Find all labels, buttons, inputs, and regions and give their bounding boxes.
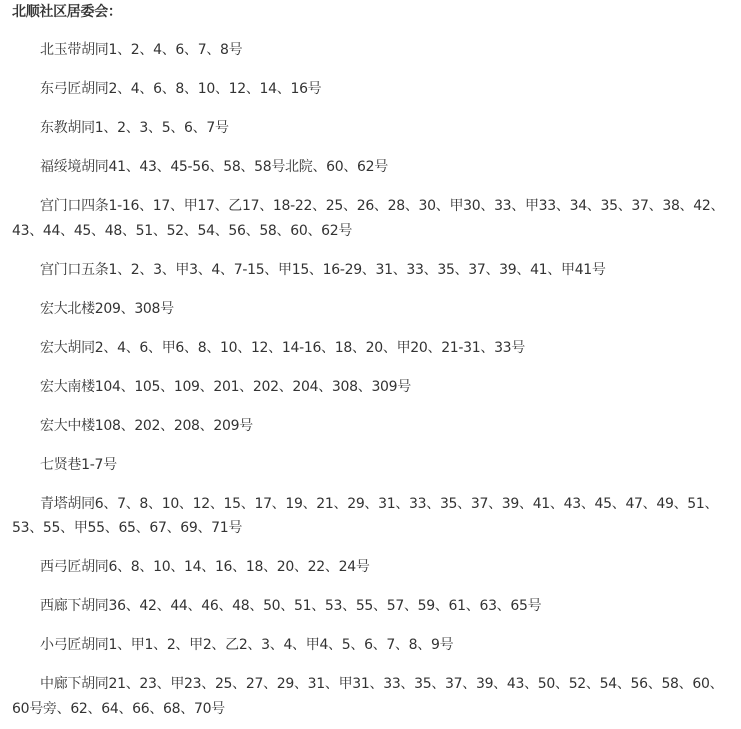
address-entry-qixianxiang: 七贤巷1-7号 bbox=[40, 456, 117, 473]
address-entry-xigongjiang: 西弓匠胡同6、8、10、14、16、18、20、22、24号 bbox=[40, 559, 370, 575]
address-entry-beiyudai: 北玉带胡同1、2、4、6、7、8号 bbox=[40, 42, 243, 58]
address-entry-donggongjiang: 东弓匠胡同2、4、6、8、10、12、14、16号 bbox=[40, 81, 322, 97]
address-entry-gongmenkou-sitiao: 宫门口四条1-16、17、甲17、乙17、18-22、25、26、28、30、甲30、33、甲33、34、35、37、38、42、43、44、45、48、51、52、54、56、58、60、62号 bbox=[12, 198, 725, 239]
section-heading: 北顺社区居委会： bbox=[12, 4, 122, 20]
address-entry-hongda-hutong: 宏大胡同2、4、6、甲6、8、10、12、14-16、18、20、甲20、21-31、33号 bbox=[40, 339, 525, 356]
address-entry-xilangxia: 西廊下胡同36、42、44、46、48、50、51、53、55、57、59、61、63、65号 bbox=[40, 598, 542, 614]
address-entry-hongda-nanlou: 宏大南楼104、105、109、201、202、204、308、309号 bbox=[40, 378, 411, 395]
address-entry-hongda-beilou: 宏大北楼209、308号 bbox=[40, 300, 174, 317]
address-entry-xiaogongjiang: 小弓匠胡同1、甲1、2、甲2、乙2、3、4、甲4、5、6、7、8、9号 bbox=[40, 637, 454, 653]
address-entry-qingta: 青塔胡同6、7、8、10、12、15、17、19、21、29、31、33、35、37、39、41、43、45、47、49、51、53、55、甲55、65、67、69、71号 bbox=[12, 495, 719, 536]
address-entry-dongjiao: 东教胡同1、2、3、5、6、7号 bbox=[40, 120, 229, 136]
address-entry-fusuijing: 福绥境胡同41、43、45-56、58、58号北院、60、62号 bbox=[40, 159, 388, 175]
address-entry-hongda-zhonglou: 宏大中楼108、202、208、209号 bbox=[40, 417, 253, 434]
address-entry-zhonglangxia: 中廊下胡同21、23、甲23、25、27、29、31、甲31、33、35、37、39、43、50、52、54、56、58、60、60号旁、62、64、66、68、70号 bbox=[12, 676, 724, 717]
address-entry-gongmenkou-wutiao: 宫门口五条1、2、3、甲3、4、7-15、甲15、16-29、31、33、35、37、39、41、甲41号 bbox=[40, 261, 606, 278]
